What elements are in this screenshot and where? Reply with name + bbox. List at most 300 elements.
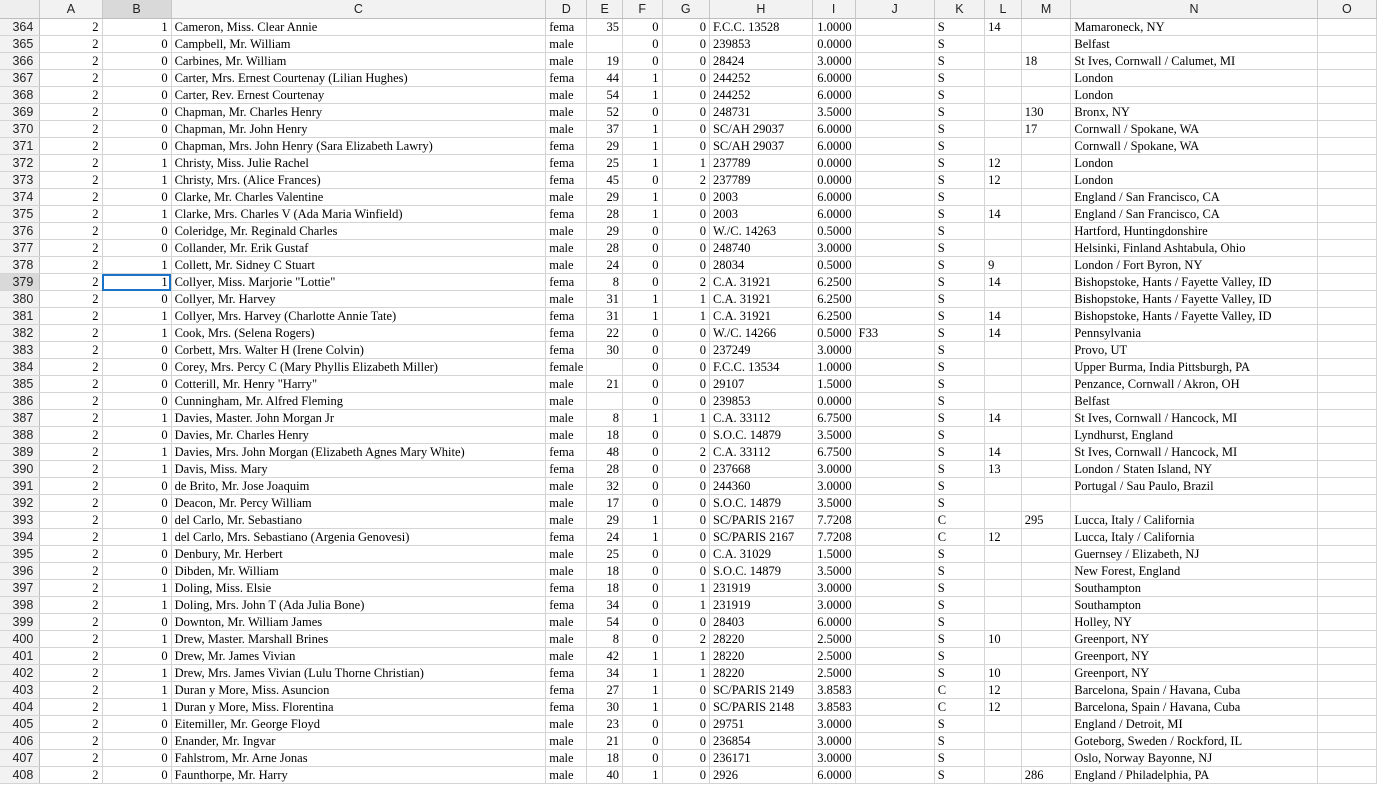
cell-h[interactable]: C.A. 31921	[709, 274, 812, 291]
cell-f[interactable]: 0	[622, 631, 662, 648]
column-header-g[interactable]: G	[662, 0, 709, 19]
cell-e[interactable]	[587, 359, 623, 376]
cell-g[interactable]: 0	[662, 767, 709, 784]
cell-m[interactable]	[1021, 665, 1071, 682]
cell-a[interactable]: 2	[40, 597, 102, 614]
cell-c[interactable]: Davies, Mr. Charles Henry	[171, 427, 546, 444]
row-header[interactable]: 396	[0, 563, 40, 580]
cell-o[interactable]	[1317, 189, 1376, 206]
cell-n[interactable]: Lyndhurst, England	[1071, 427, 1317, 444]
column-header-c[interactable]: C	[171, 0, 546, 19]
cell-d[interactable]: male	[546, 104, 587, 121]
row-header[interactable]: 386	[0, 393, 40, 410]
cell-d[interactable]: fema	[546, 665, 587, 682]
cell-o[interactable]	[1317, 70, 1376, 87]
cell-n[interactable]: Lucca, Italy / California	[1071, 512, 1317, 529]
cell-h[interactable]: 239853	[709, 36, 812, 53]
cell-j[interactable]	[855, 410, 934, 427]
cell-i[interactable]: 3.5000	[812, 427, 855, 444]
cell-g[interactable]: 0	[662, 529, 709, 546]
cell-e[interactable]: 23	[587, 716, 623, 733]
cell-j[interactable]	[855, 648, 934, 665]
cell-n[interactable]: England / Philadelphia, PA	[1071, 767, 1317, 784]
cell-g[interactable]: 0	[662, 19, 709, 36]
cell-d[interactable]: male	[546, 614, 587, 631]
cell-e[interactable]: 8	[587, 631, 623, 648]
cell-m[interactable]	[1021, 648, 1071, 665]
cell-g[interactable]: 0	[662, 478, 709, 495]
cell-c[interactable]: Carter, Rev. Ernest Courtenay	[171, 87, 546, 104]
cell-o[interactable]	[1317, 716, 1376, 733]
cell-d[interactable]: male	[546, 257, 587, 274]
cell-h[interactable]: C.A. 31921	[709, 291, 812, 308]
row-header[interactable]: 368	[0, 87, 40, 104]
cell-c[interactable]: Chapman, Mrs. John Henry (Sara Elizabeth Lawry)	[171, 138, 546, 155]
cell-h[interactable]: 236854	[709, 733, 812, 750]
cell-l[interactable]	[985, 648, 1022, 665]
cell-g[interactable]: 1	[662, 155, 709, 172]
row-header[interactable]: 404	[0, 699, 40, 716]
cell-k[interactable]: S	[934, 121, 984, 138]
cell-i[interactable]: 2.5000	[812, 665, 855, 682]
cell-h[interactable]: C.A. 31921	[709, 308, 812, 325]
cell-m[interactable]	[1021, 36, 1071, 53]
cell-l[interactable]	[985, 733, 1022, 750]
cell-e[interactable]: 34	[587, 665, 623, 682]
cell-i[interactable]: 2.5000	[812, 631, 855, 648]
cell-e[interactable]	[587, 393, 623, 410]
cell-b[interactable]: 0	[102, 189, 171, 206]
cell-a[interactable]: 2	[40, 189, 102, 206]
cell-o[interactable]	[1317, 342, 1376, 359]
cell-k[interactable]: S	[934, 138, 984, 155]
cell-f[interactable]: 0	[622, 393, 662, 410]
cell-d[interactable]: fema	[546, 19, 587, 36]
cell-e[interactable]: 17	[587, 495, 623, 512]
cell-d[interactable]: fema	[546, 342, 587, 359]
cell-j[interactable]	[855, 444, 934, 461]
cell-j[interactable]	[855, 189, 934, 206]
cell-g[interactable]: 1	[662, 597, 709, 614]
cell-h[interactable]: 231919	[709, 597, 812, 614]
cell-a[interactable]: 2	[40, 614, 102, 631]
cell-c[interactable]: Christy, Miss. Julie Rachel	[171, 155, 546, 172]
cell-e[interactable]: 29	[587, 512, 623, 529]
cell-f[interactable]: 1	[622, 682, 662, 699]
cell-d[interactable]: male	[546, 631, 587, 648]
cell-a[interactable]: 2	[40, 580, 102, 597]
cell-c[interactable]: Christy, Mrs. (Alice Frances)	[171, 172, 546, 189]
cell-o[interactable]	[1317, 410, 1376, 427]
cell-j[interactable]	[855, 631, 934, 648]
cell-m[interactable]	[1021, 444, 1071, 461]
cell-o[interactable]	[1317, 325, 1376, 342]
cell-f[interactable]: 1	[622, 70, 662, 87]
cell-n[interactable]: London	[1071, 87, 1317, 104]
cell-b[interactable]: 0	[102, 427, 171, 444]
cell-i[interactable]: 3.0000	[812, 53, 855, 70]
cell-o[interactable]	[1317, 648, 1376, 665]
cell-g[interactable]: 0	[662, 325, 709, 342]
cell-g[interactable]: 0	[662, 495, 709, 512]
active-cell[interactable]: 1	[102, 274, 171, 291]
cell-h[interactable]: 244360	[709, 478, 812, 495]
cell-k[interactable]: S	[934, 240, 984, 257]
cell-n[interactable]: Belfast	[1071, 393, 1317, 410]
cell-a[interactable]: 2	[40, 733, 102, 750]
cell-b[interactable]: 1	[102, 699, 171, 716]
cell-n[interactable]: St Ives, Cornwall / Calumet, MI	[1071, 53, 1317, 70]
cell-j[interactable]	[855, 529, 934, 546]
cell-d[interactable]: fema	[546, 580, 587, 597]
cell-d[interactable]: fema	[546, 529, 587, 546]
cell-a[interactable]: 2	[40, 359, 102, 376]
cell-g[interactable]: 0	[662, 376, 709, 393]
cell-i[interactable]: 3.5000	[812, 563, 855, 580]
cell-o[interactable]	[1317, 291, 1376, 308]
row-header[interactable]: 373	[0, 172, 40, 189]
cell-g[interactable]: 0	[662, 36, 709, 53]
cell-h[interactable]: SC/PARIS 2167	[709, 512, 812, 529]
cell-g[interactable]: 0	[662, 461, 709, 478]
cell-k[interactable]: S	[934, 427, 984, 444]
cell-a[interactable]: 2	[40, 750, 102, 767]
cell-k[interactable]: S	[934, 563, 984, 580]
cell-c[interactable]: Denbury, Mr. Herbert	[171, 546, 546, 563]
cell-n[interactable]: Cornwall / Spokane, WA	[1071, 138, 1317, 155]
cell-o[interactable]	[1317, 274, 1376, 291]
cell-a[interactable]: 2	[40, 104, 102, 121]
cell-m[interactable]	[1021, 172, 1071, 189]
cell-j[interactable]	[855, 223, 934, 240]
cell-d[interactable]: male	[546, 376, 587, 393]
cell-k[interactable]: S	[934, 342, 984, 359]
cell-d[interactable]: fema	[546, 155, 587, 172]
column-header-b[interactable]: B	[102, 0, 171, 19]
cell-c[interactable]: Davies, Master. John Morgan Jr	[171, 410, 546, 427]
cell-j[interactable]	[855, 682, 934, 699]
cell-n[interactable]: Provo, UT	[1071, 342, 1317, 359]
row-header[interactable]: 374	[0, 189, 40, 206]
cell-j[interactable]	[855, 274, 934, 291]
cell-c[interactable]: Drew, Mr. James Vivian	[171, 648, 546, 665]
row-header[interactable]: 393	[0, 512, 40, 529]
cell-b[interactable]: 1	[102, 325, 171, 342]
cell-e[interactable]	[587, 36, 623, 53]
cell-l[interactable]: 14	[985, 274, 1022, 291]
cell-o[interactable]	[1317, 512, 1376, 529]
cell-g[interactable]: 1	[662, 665, 709, 682]
cell-o[interactable]	[1317, 427, 1376, 444]
cell-o[interactable]	[1317, 597, 1376, 614]
cell-b[interactable]: 0	[102, 393, 171, 410]
cell-f[interactable]: 0	[622, 240, 662, 257]
cell-k[interactable]: C	[934, 699, 984, 716]
column-header-o[interactable]: O	[1317, 0, 1376, 19]
cell-l[interactable]: 14	[985, 444, 1022, 461]
cell-l[interactable]: 14	[985, 410, 1022, 427]
cell-g[interactable]: 0	[662, 104, 709, 121]
cell-j[interactable]	[855, 716, 934, 733]
cell-f[interactable]: 1	[622, 308, 662, 325]
cell-l[interactable]	[985, 597, 1022, 614]
cell-n[interactable]: England / Detroit, MI	[1071, 716, 1317, 733]
cell-i[interactable]: 3.0000	[812, 597, 855, 614]
cell-k[interactable]: S	[934, 325, 984, 342]
cell-j[interactable]	[855, 87, 934, 104]
cell-i[interactable]: 1.5000	[812, 376, 855, 393]
cell-g[interactable]: 0	[662, 223, 709, 240]
cell-m[interactable]	[1021, 240, 1071, 257]
cell-c[interactable]: Clarke, Mrs. Charles V (Ada Maria Winfield)	[171, 206, 546, 223]
cell-f[interactable]: 0	[622, 750, 662, 767]
cell-f[interactable]: 0	[622, 325, 662, 342]
cell-a[interactable]: 2	[40, 563, 102, 580]
cell-a[interactable]: 2	[40, 444, 102, 461]
cell-e[interactable]: 29	[587, 138, 623, 155]
cell-a[interactable]: 2	[40, 393, 102, 410]
cell-e[interactable]: 54	[587, 614, 623, 631]
cell-e[interactable]: 18	[587, 580, 623, 597]
cell-h[interactable]: 2926	[709, 767, 812, 784]
cell-e[interactable]: 18	[587, 563, 623, 580]
cell-a[interactable]: 2	[40, 376, 102, 393]
cell-c[interactable]: Collyer, Mrs. Harvey (Charlotte Annie Tate)	[171, 308, 546, 325]
cell-c[interactable]: Cunningham, Mr. Alfred Fleming	[171, 393, 546, 410]
cell-e[interactable]: 28	[587, 240, 623, 257]
cell-i[interactable]: 6.2500	[812, 274, 855, 291]
cell-n[interactable]: London	[1071, 172, 1317, 189]
cell-n[interactable]: Guernsey / Elizabeth, NJ	[1071, 546, 1317, 563]
cell-i[interactable]: 3.0000	[812, 716, 855, 733]
cell-l[interactable]	[985, 36, 1022, 53]
cell-o[interactable]	[1317, 223, 1376, 240]
cell-b[interactable]: 0	[102, 546, 171, 563]
cell-m[interactable]: 130	[1021, 104, 1071, 121]
cell-d[interactable]: male	[546, 563, 587, 580]
cell-d[interactable]: male	[546, 223, 587, 240]
cell-a[interactable]: 2	[40, 240, 102, 257]
cell-c[interactable]: Collyer, Mr. Harvey	[171, 291, 546, 308]
row-header[interactable]: 392	[0, 495, 40, 512]
cell-g[interactable]: 0	[662, 138, 709, 155]
cell-m[interactable]	[1021, 410, 1071, 427]
cell-b[interactable]: 1	[102, 631, 171, 648]
cell-f[interactable]: 0	[622, 478, 662, 495]
cell-a[interactable]: 2	[40, 223, 102, 240]
cell-l[interactable]: 12	[985, 172, 1022, 189]
cell-h[interactable]: C.A. 31029	[709, 546, 812, 563]
cell-e[interactable]: 42	[587, 648, 623, 665]
cell-j[interactable]	[855, 733, 934, 750]
cell-j[interactable]	[855, 172, 934, 189]
cell-k[interactable]: S	[934, 444, 984, 461]
cell-c[interactable]: Faunthorpe, Mr. Harry	[171, 767, 546, 784]
cell-f[interactable]: 1	[622, 767, 662, 784]
cell-g[interactable]: 0	[662, 189, 709, 206]
cell-n[interactable]: St Ives, Cornwall / Hancock, MI	[1071, 444, 1317, 461]
cell-n[interactable]: Bishopstoke, Hants / Fayette Valley, ID	[1071, 308, 1317, 325]
cell-f[interactable]: 0	[622, 376, 662, 393]
cell-c[interactable]: Eitemiller, Mr. George Floyd	[171, 716, 546, 733]
cell-e[interactable]: 22	[587, 325, 623, 342]
cell-d[interactable]: male	[546, 733, 587, 750]
row-header[interactable]: 364	[0, 19, 40, 36]
cell-e[interactable]: 25	[587, 155, 623, 172]
cell-l[interactable]	[985, 393, 1022, 410]
cell-f[interactable]: 1	[622, 121, 662, 138]
cell-m[interactable]	[1021, 376, 1071, 393]
cell-j[interactable]	[855, 308, 934, 325]
cell-c[interactable]: Davies, Mrs. John Morgan (Elizabeth Agnes Mary White)	[171, 444, 546, 461]
cell-l[interactable]: 14	[985, 206, 1022, 223]
cell-i[interactable]: 3.5000	[812, 495, 855, 512]
cell-o[interactable]	[1317, 121, 1376, 138]
cell-o[interactable]	[1317, 682, 1376, 699]
cell-h[interactable]: 29751	[709, 716, 812, 733]
cell-j[interactable]	[855, 580, 934, 597]
cell-j[interactable]	[855, 53, 934, 70]
cell-i[interactable]: 0.0000	[812, 172, 855, 189]
cell-n[interactable]: Mamaroneck, NY	[1071, 19, 1317, 36]
cell-i[interactable]: 6.0000	[812, 767, 855, 784]
cell-m[interactable]	[1021, 478, 1071, 495]
cell-b[interactable]: 0	[102, 614, 171, 631]
cell-k[interactable]: S	[934, 274, 984, 291]
cell-o[interactable]	[1317, 393, 1376, 410]
cell-c[interactable]: Doling, Mrs. John T (Ada Julia Bone)	[171, 597, 546, 614]
cell-i[interactable]: 0.0000	[812, 155, 855, 172]
cell-h[interactable]: 237668	[709, 461, 812, 478]
row-header[interactable]: 399	[0, 614, 40, 631]
cell-m[interactable]	[1021, 223, 1071, 240]
cell-d[interactable]: male	[546, 36, 587, 53]
cell-h[interactable]: SC/PARIS 2148	[709, 699, 812, 716]
cell-m[interactable]	[1021, 563, 1071, 580]
cell-j[interactable]	[855, 138, 934, 155]
cell-b[interactable]: 1	[102, 529, 171, 546]
cell-k[interactable]: S	[934, 257, 984, 274]
row-header[interactable]: 391	[0, 478, 40, 495]
cell-f[interactable]: 0	[622, 597, 662, 614]
cell-c[interactable]: Duran y More, Miss. Florentina	[171, 699, 546, 716]
cell-a[interactable]: 2	[40, 206, 102, 223]
cell-c[interactable]: Deacon, Mr. Percy William	[171, 495, 546, 512]
cell-g[interactable]: 2	[662, 172, 709, 189]
cell-o[interactable]	[1317, 767, 1376, 784]
cell-h[interactable]: S.O.C. 14879	[709, 563, 812, 580]
cell-h[interactable]: F.C.C. 13528	[709, 19, 812, 36]
cell-c[interactable]: Downton, Mr. William James	[171, 614, 546, 631]
cell-f[interactable]: 0	[622, 495, 662, 512]
row-header[interactable]: 388	[0, 427, 40, 444]
cell-d[interactable]: male	[546, 410, 587, 427]
cell-k[interactable]: C	[934, 682, 984, 699]
cell-d[interactable]: fema	[546, 138, 587, 155]
cell-n[interactable]: Bronx, NY	[1071, 104, 1317, 121]
cell-b[interactable]: 1	[102, 665, 171, 682]
row-header[interactable]: 381	[0, 308, 40, 325]
cell-d[interactable]: fema	[546, 325, 587, 342]
column-header-h[interactable]: H	[709, 0, 812, 19]
cell-o[interactable]	[1317, 495, 1376, 512]
cell-g[interactable]: 0	[662, 546, 709, 563]
cell-a[interactable]: 2	[40, 529, 102, 546]
cell-j[interactable]	[855, 699, 934, 716]
cell-f[interactable]: 1	[622, 410, 662, 427]
cell-l[interactable]: 14	[985, 19, 1022, 36]
cell-m[interactable]	[1021, 461, 1071, 478]
column-header-f[interactable]: F	[622, 0, 662, 19]
cell-n[interactable]: Greenport, NY	[1071, 665, 1317, 682]
cell-n[interactable]: London	[1071, 70, 1317, 87]
cell-b[interactable]: 1	[102, 155, 171, 172]
cell-m[interactable]	[1021, 699, 1071, 716]
cell-a[interactable]: 2	[40, 70, 102, 87]
cell-m[interactable]	[1021, 393, 1071, 410]
cell-m[interactable]	[1021, 614, 1071, 631]
cell-f[interactable]: 0	[622, 444, 662, 461]
cell-k[interactable]: S	[934, 461, 984, 478]
cell-d[interactable]: fema	[546, 172, 587, 189]
cell-d[interactable]: male	[546, 53, 587, 70]
cell-i[interactable]: 6.0000	[812, 614, 855, 631]
cell-g[interactable]: 0	[662, 699, 709, 716]
cell-j[interactable]	[855, 19, 934, 36]
row-header[interactable]: 382	[0, 325, 40, 342]
cell-f[interactable]: 0	[622, 104, 662, 121]
row-header[interactable]: 371	[0, 138, 40, 155]
cell-m[interactable]	[1021, 750, 1071, 767]
cell-l[interactable]: 14	[985, 325, 1022, 342]
cell-a[interactable]: 2	[40, 512, 102, 529]
cell-c[interactable]: de Brito, Mr. Jose Joaquim	[171, 478, 546, 495]
row-header[interactable]: 402	[0, 665, 40, 682]
cell-o[interactable]	[1317, 104, 1376, 121]
cell-b[interactable]: 1	[102, 19, 171, 36]
cell-e[interactable]: 37	[587, 121, 623, 138]
cell-a[interactable]: 2	[40, 648, 102, 665]
cell-e[interactable]: 40	[587, 767, 623, 784]
cell-b[interactable]: 0	[102, 121, 171, 138]
column-header-m[interactable]: M	[1021, 0, 1071, 19]
cell-l[interactable]	[985, 478, 1022, 495]
cell-m[interactable]	[1021, 206, 1071, 223]
cell-l[interactable]: 12	[985, 699, 1022, 716]
row-header[interactable]: 400	[0, 631, 40, 648]
cell-f[interactable]: 1	[622, 699, 662, 716]
cell-o[interactable]	[1317, 138, 1376, 155]
cell-o[interactable]	[1317, 631, 1376, 648]
cell-a[interactable]: 2	[40, 308, 102, 325]
cell-e[interactable]: 24	[587, 257, 623, 274]
cell-g[interactable]: 0	[662, 716, 709, 733]
row-header[interactable]: 394	[0, 529, 40, 546]
cell-k[interactable]: S	[934, 359, 984, 376]
cell-g[interactable]: 0	[662, 512, 709, 529]
cell-e[interactable]: 24	[587, 529, 623, 546]
cell-j[interactable]	[855, 512, 934, 529]
cell-d[interactable]: male	[546, 87, 587, 104]
cell-e[interactable]: 30	[587, 342, 623, 359]
cell-g[interactable]: 0	[662, 87, 709, 104]
cell-k[interactable]: S	[934, 155, 984, 172]
cell-d[interactable]: male	[546, 240, 587, 257]
cell-d[interactable]: male	[546, 750, 587, 767]
cell-d[interactable]: male	[546, 121, 587, 138]
cell-m[interactable]	[1021, 631, 1071, 648]
cell-j[interactable]	[855, 767, 934, 784]
